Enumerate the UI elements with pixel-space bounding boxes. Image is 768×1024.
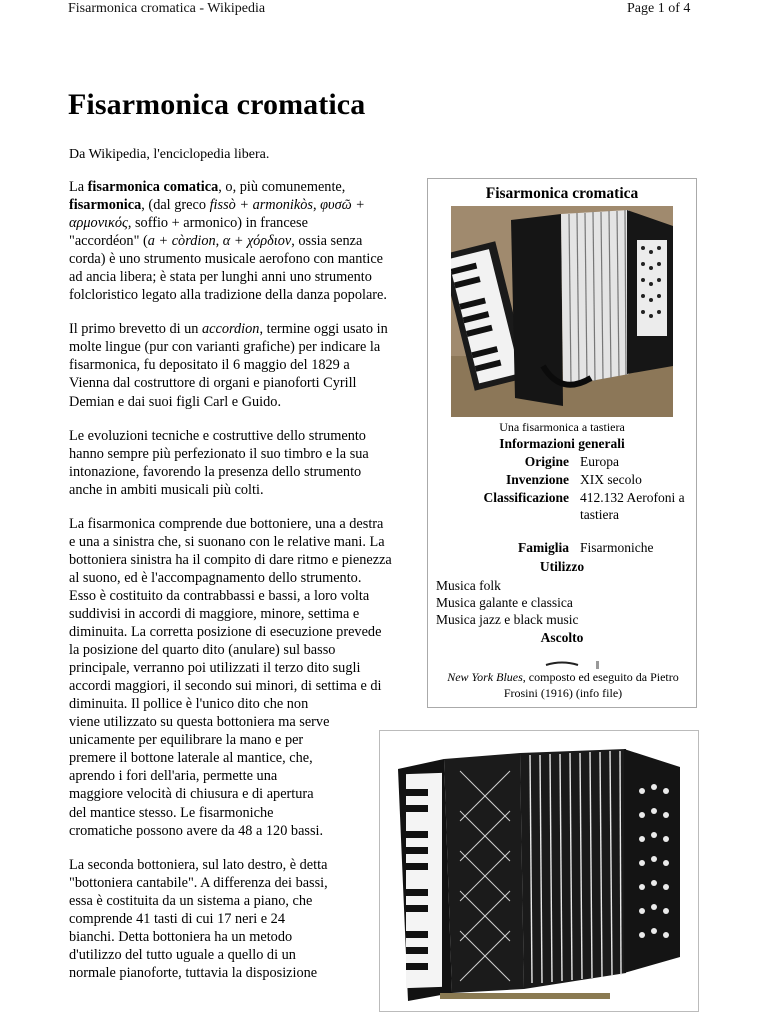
text-line <box>69 713 420 731</box>
text-run: viene utilizzato su questa bottoniera ma serve <box>69 714 330 731</box>
paragraph-intro <box>69 178 420 304</box>
text-run: Demian e dai suoi figli Carl e Guido. <box>69 393 282 410</box>
text-run: bottoniera sinistra ha il compito di dare ritmo e pienezza <box>69 551 392 568</box>
accordion-image <box>380 731 698 1011</box>
text-run: "bottoniera cantabile". A differenza dei bassi, <box>69 874 328 891</box>
text-run: corda) è uno strumento musicale aerofono con mantice <box>69 251 384 268</box>
text-run: La fisarmonica comprende due bottoniere, una a destra <box>69 515 384 532</box>
text-run: intonazione, favorendo la presenza dello strumento <box>69 463 362 480</box>
italic-term: accordion <box>202 321 260 338</box>
text-run: al suono, ed è l'accompagnamento dello strumento. <box>69 569 362 586</box>
infobox-image-caption: Una fisarmonica a tastiera <box>499 420 625 434</box>
site-tagline: Da Wikipedia, l'enciclopedia libera. <box>69 147 270 162</box>
text-line <box>69 551 420 569</box>
italic-term: φυσῶ + <box>320 197 365 214</box>
text-run: unicamente per equilibrare la mano e per <box>69 732 304 749</box>
text-line <box>69 677 420 695</box>
text-run: , termine oggi usato in <box>259 321 388 338</box>
text-line <box>69 928 420 946</box>
text-run: premere il bottone laterale al mantice, che, <box>69 750 313 767</box>
text-line <box>69 767 420 785</box>
text-line <box>69 964 420 982</box>
text-run: , <box>312 197 321 214</box>
infobox <box>427 178 697 708</box>
text-run: , soffio + armonico) in francese <box>127 215 308 232</box>
text-line <box>69 393 420 411</box>
text-run: comprende 41 tasti di cui 17 neri e 24 <box>69 910 285 927</box>
infobox-title: Fisarmonica cromatica <box>485 185 639 202</box>
text-line <box>69 749 420 767</box>
infobox-section-listen: Ascolto <box>540 630 584 645</box>
text-run: , o, più comunemente, <box>218 179 346 195</box>
text-line <box>69 232 420 250</box>
text-line <box>69 641 420 659</box>
paragraph-evolution <box>69 427 420 499</box>
text-line <box>69 533 420 551</box>
bold-term: fisarmonica <box>69 197 142 214</box>
paragraph-right-keyboard <box>69 856 420 982</box>
text-run: diminuita. Il pollice è l'unico dito che non <box>69 696 309 713</box>
print-header-title: Fisarmonica cromatica - Wikipedia <box>68 1 266 16</box>
text-run: aprendo i fori dell'aria, permette una <box>69 768 278 785</box>
paragraph-left-keyboard <box>69 515 420 840</box>
text-line <box>69 338 420 356</box>
text-run: normale pianoforte, tuttavia la disposizione <box>69 964 318 981</box>
text-line <box>69 856 420 874</box>
text-run: Vienna dal costruttore di organi e pianoforti Cyrill <box>69 375 357 392</box>
article-body <box>69 178 420 982</box>
text-line <box>69 892 420 910</box>
audio-player-icon[interactable] <box>522 659 602 669</box>
infobox-key: Invenzione <box>505 472 569 487</box>
italic-term: α + χόρδιον <box>222 233 292 250</box>
text-line <box>69 481 420 499</box>
usage-item-jazz[interactable]: Musica jazz e black music <box>436 612 579 627</box>
text-line <box>69 695 420 713</box>
infobox-section-usage: Utilizzo <box>539 559 585 574</box>
audio-title[interactable]: New York Blues <box>447 670 523 684</box>
text-run: essa è costituita da un sistema a piano, che <box>69 892 313 909</box>
text-run: accordi maggiori, il secondo sui minori, di settima e di <box>69 678 382 695</box>
bold-term: fisarmonica comatica <box>87 179 219 195</box>
text-line <box>69 569 420 587</box>
text-run: cromatiche possono avere da 48 a 120 bassi. <box>69 822 324 839</box>
text-run: folcloristico legato alla tradizione della danza popolare. <box>69 287 387 304</box>
text-line <box>69 910 420 928</box>
text-run: La <box>69 179 88 195</box>
text-line <box>69 374 420 392</box>
text-line <box>69 427 420 445</box>
text-line <box>69 623 420 641</box>
page-title: Fisarmonica cromatica <box>68 88 366 121</box>
text-run: "accordéon" ( <box>69 233 148 250</box>
text-line <box>69 946 420 964</box>
text-line <box>69 445 420 463</box>
text-run: la posizione del quarto dito (anulare) sul basso <box>69 642 336 659</box>
text-line <box>69 804 420 822</box>
infobox-key: Famiglia <box>518 540 569 555</box>
text-line <box>69 605 420 623</box>
infobox-key: Origine <box>524 454 569 469</box>
text-run: Esso è costituito da contrabbassi e bassi, a loro volta <box>69 587 370 604</box>
text-line <box>69 356 420 374</box>
text-run: molte lingue (pur con varianti grafiche) per indicare la <box>69 339 381 356</box>
text-run: anche in ambiti musicali più colti. <box>69 481 264 498</box>
text-line <box>69 250 420 268</box>
text-run: diminuita. La corretta posizione di esecuzione prevede <box>69 624 382 641</box>
text-line <box>69 659 420 677</box>
infobox-key: Classificazione <box>483 490 569 505</box>
text-run: suddivisi in accordi di maggiore, minore, settima e <box>69 605 360 622</box>
text-run: ad ancia libera; è stata per lunghi anni uno strumento <box>69 269 372 286</box>
audio-caption-text: , composto ed eseguito da Pietro Frosini (1916) (info file) <box>503 670 679 700</box>
text-run: maggiore velocità di chiusura e di apertura <box>69 786 314 803</box>
text-line <box>69 515 420 533</box>
infobox-value[interactable]: Fisarmoniche <box>580 540 654 555</box>
accordion-photo[interactable] <box>451 206 673 417</box>
text-line <box>69 463 420 481</box>
italic-term: fissò + armonikòs <box>209 197 313 214</box>
text-run: , (dal greco <box>141 197 210 214</box>
text-run: , <box>215 233 223 250</box>
infobox-usage-list <box>436 577 578 628</box>
infobox-value[interactable]: 412.132 Aerofoni a tastiera <box>580 490 685 522</box>
print-page-indicator: Page 1 of 4 <box>627 1 691 16</box>
paragraph-history <box>69 320 420 410</box>
text-run: d'utilizzo del tutto uguale a quello di un <box>69 946 296 963</box>
text-line <box>69 320 420 338</box>
text-run: del mantice stesso. Le fisarmoniche <box>69 804 274 821</box>
text-line <box>69 822 420 840</box>
text-line <box>69 874 420 892</box>
text-run: e una a sinistra che, si suonano con le relative mani. La <box>69 533 385 550</box>
text-run: La seconda bottoniera, sul lato destro, è detta <box>69 856 328 873</box>
text-line <box>69 196 420 214</box>
infobox-value[interactable]: Europa <box>580 454 619 469</box>
italic-term: a + còrdion <box>147 233 216 250</box>
text-run: Il primo brevetto di un <box>69 321 203 338</box>
text-line <box>69 587 420 605</box>
text-run: Le evoluzioni tecniche e costruttive dello strumento <box>69 427 366 444</box>
text-run: hanno sempre più perfezionato il suo timbro e la sua <box>69 445 369 462</box>
text-run: , ossia senza <box>291 233 363 250</box>
audio-caption <box>436 669 690 701</box>
text-line <box>69 785 420 803</box>
text-run: bianchi. Detta bottoniera ha un metodo <box>69 928 293 945</box>
text-line <box>69 268 420 286</box>
text-run: principale, verranno poi utilizzati il terzo dito sugli <box>69 660 361 677</box>
text-line <box>69 731 420 749</box>
infobox-section-general: Informazioni generali <box>499 436 625 451</box>
infobox-value[interactable]: XIX secolo <box>580 472 642 487</box>
text-line <box>69 286 420 304</box>
text-run: fisarmonica, fu depositato il 6 maggio del 1829 a <box>69 357 350 374</box>
text-line <box>69 178 420 196</box>
accordion-photo-secondary[interactable] <box>379 730 699 1012</box>
usage-item-classical[interactable]: Musica galante e classica <box>436 595 573 610</box>
usage-item-folk[interactable]: Musica folk <box>436 578 501 593</box>
text-line <box>69 214 420 232</box>
italic-term: αρμονικός <box>69 215 128 232</box>
